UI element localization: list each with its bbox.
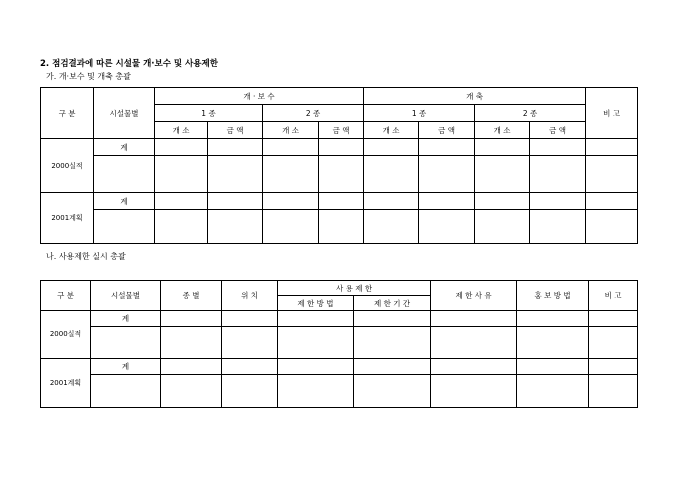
- empty-cell: [586, 210, 638, 244]
- row-label-2000: 2000실적: [41, 139, 94, 193]
- table-row: [41, 156, 638, 193]
- section-a-title: 가. 개·보수 및 개축 총괄: [46, 72, 131, 81]
- empty-cell: [222, 358, 278, 374]
- header-amount: 금 액: [530, 122, 586, 139]
- empty-cell: [208, 139, 263, 156]
- row-label-2001: 2001계획: [41, 193, 94, 244]
- empty-cell: [222, 374, 278, 407]
- empty-cell: [278, 311, 354, 327]
- empty-cell: [222, 311, 278, 327]
- empty-cell: [278, 327, 354, 358]
- empty-cell: [354, 374, 431, 407]
- table-row: [41, 139, 638, 156]
- empty-cell: [161, 374, 222, 407]
- empty-cell: [475, 139, 530, 156]
- row-label-2001: 2001계획: [41, 358, 91, 407]
- empty-cell: [475, 156, 530, 193]
- empty-cell: [354, 358, 431, 374]
- header-amount: 금 액: [319, 122, 364, 139]
- header-count: 개 소: [475, 122, 530, 139]
- empty-cell: [419, 193, 475, 210]
- empty-cell: [208, 210, 263, 244]
- empty-cell: [155, 193, 208, 210]
- empty-cell: [263, 210, 319, 244]
- empty-cell: [517, 374, 589, 407]
- section-b-title: 나. 사용제한 실시 총괄: [46, 252, 126, 261]
- header-location: 위 치: [222, 281, 278, 311]
- header-count: 개 소: [155, 122, 208, 139]
- header-reason: 제 한 사 유: [431, 281, 517, 311]
- empty-cell: [530, 156, 586, 193]
- empty-cell: [475, 193, 530, 210]
- header-notice: 홍 보 방 법: [517, 281, 589, 311]
- empty-cell: [354, 327, 431, 358]
- empty-cell: [94, 210, 155, 244]
- header-count: 개 소: [263, 122, 319, 139]
- empty-cell: [419, 156, 475, 193]
- empty-cell: [161, 327, 222, 358]
- empty-cell: [364, 156, 419, 193]
- empty-cell: [431, 358, 517, 374]
- empty-cell: [517, 327, 589, 358]
- subtotal-cell: 계: [94, 193, 155, 210]
- empty-cell: [589, 327, 638, 358]
- empty-cell: [155, 210, 208, 244]
- empty-cell: [161, 358, 222, 374]
- empty-cell: [530, 193, 586, 210]
- header-repair: 개 · 보 수: [155, 88, 364, 105]
- header-repair-class2: 2 종: [263, 105, 364, 122]
- header-remarks: 비 고: [586, 88, 638, 139]
- table-row: [41, 311, 638, 327]
- table-row: [41, 210, 638, 244]
- header-facility: 시설물별: [94, 88, 155, 139]
- table-row: [41, 327, 638, 358]
- header-remarks: 비 고: [589, 281, 638, 311]
- empty-cell: [155, 139, 208, 156]
- section-heading: 2. 점검결과에 따른 시설물 개·보수 및 사용제한: [40, 59, 218, 69]
- empty-cell: [364, 210, 419, 244]
- header-facility: 시설물별: [91, 281, 161, 311]
- empty-cell: [278, 358, 354, 374]
- empty-cell: [586, 193, 638, 210]
- empty-cell: [263, 139, 319, 156]
- empty-cell: [319, 193, 364, 210]
- empty-cell: [589, 311, 638, 327]
- empty-cell: [586, 156, 638, 193]
- empty-cell: [530, 139, 586, 156]
- empty-cell: [419, 210, 475, 244]
- subtotal-cell: 계: [91, 358, 161, 374]
- header-period: 제 한 기 간: [354, 296, 431, 311]
- header-rebuild-class1: 1 종: [364, 105, 475, 122]
- empty-cell: [419, 139, 475, 156]
- header-kind: 종 별: [161, 281, 222, 311]
- empty-cell: [319, 210, 364, 244]
- empty-cell: [431, 311, 517, 327]
- empty-cell: [208, 193, 263, 210]
- empty-cell: [586, 139, 638, 156]
- empty-cell: [94, 156, 155, 193]
- empty-cell: [475, 210, 530, 244]
- empty-cell: [91, 327, 161, 358]
- empty-cell: [517, 358, 589, 374]
- empty-cell: [589, 374, 638, 407]
- empty-cell: [364, 139, 419, 156]
- table-row: [41, 193, 638, 210]
- empty-cell: [364, 193, 419, 210]
- empty-cell: [222, 327, 278, 358]
- header-count: 개 소: [364, 122, 419, 139]
- header-amount: 금 액: [208, 122, 263, 139]
- table-row: [41, 358, 638, 374]
- table-row: [41, 374, 638, 407]
- empty-cell: [431, 374, 517, 407]
- header-method: 제 한 방 법: [278, 296, 354, 311]
- header-gubun: 구 분: [41, 281, 91, 311]
- empty-cell: [208, 156, 263, 193]
- empty-cell: [263, 156, 319, 193]
- empty-cell: [91, 374, 161, 407]
- header-repair-class1: 1 종: [155, 105, 263, 122]
- subtotal-cell: 계: [91, 311, 161, 327]
- empty-cell: [263, 193, 319, 210]
- empty-cell: [319, 139, 364, 156]
- empty-cell: [517, 311, 589, 327]
- row-label-2000: 2000실적: [41, 311, 91, 358]
- empty-cell: [431, 327, 517, 358]
- empty-cell: [530, 210, 586, 244]
- empty-cell: [155, 156, 208, 193]
- repair-summary-table: [40, 87, 638, 244]
- header-gubun: 구 분: [41, 88, 94, 139]
- header-restriction: 사 용 제 한: [278, 281, 431, 296]
- header-rebuild: 개 축: [364, 88, 586, 105]
- empty-cell: [278, 374, 354, 407]
- header-amount: 금 액: [419, 122, 475, 139]
- empty-cell: [319, 156, 364, 193]
- empty-cell: [161, 311, 222, 327]
- empty-cell: [589, 358, 638, 374]
- empty-cell: [354, 311, 431, 327]
- subtotal-cell: 계: [94, 139, 155, 156]
- header-rebuild-class2: 2 종: [475, 105, 586, 122]
- restriction-summary-table: [40, 280, 638, 408]
